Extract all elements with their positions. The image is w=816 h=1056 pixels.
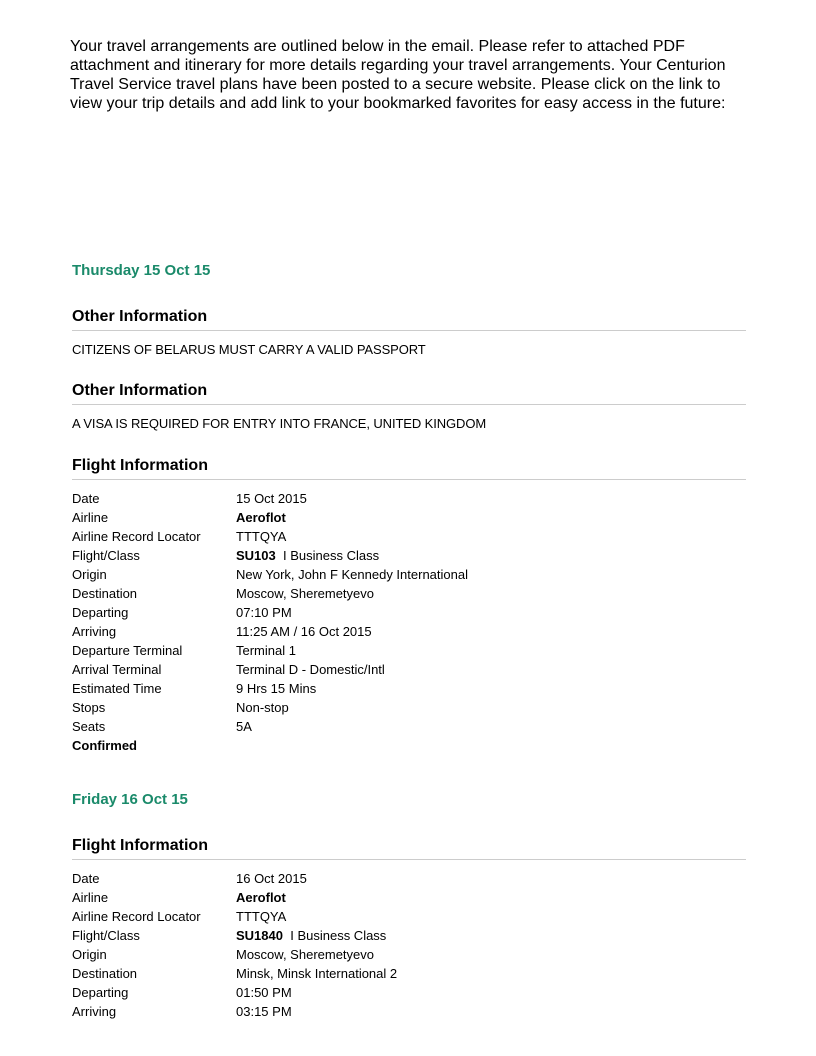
row-flight-class [72,546,746,565]
label-date: Date [72,491,100,506]
intro-paragraph: Your travel arrangements are outlined below in the email. Please refer to attached PDF attachment and itinerary for more details regarding your travel arrangements. Your Centurion Travel Service travel plans have been posted to a secure website. Please click on the link to view your trip details and add link to your bookmarked favorites for easy access in the future: [70,38,726,112]
row-stops [72,698,746,717]
value-stops: Non-stop [236,700,289,715]
value-record-locator: TTTQYA [236,909,287,924]
label-destination: Destination [72,586,138,601]
value-origin: New York, John F Kennedy International [236,567,468,582]
value-departing: 07:10 PM [236,605,292,620]
value-flight-class [236,546,746,565]
value-departure-terminal: Terminal 1 [236,643,296,658]
value-estimated-time: 9 Hrs 15 Mins [236,681,317,696]
airline-name: Aeroflot [236,510,286,525]
row-date [72,869,746,888]
row-arrival-terminal [72,660,746,679]
flight-number: SU103 [236,548,276,563]
label-date: Date [72,871,100,886]
value-date: 16 Oct 2015 [236,871,307,886]
label-record-locator: Airline Record Locator [72,909,201,924]
airline-name: Aeroflot [236,890,286,905]
label-departing: Departing [72,605,129,620]
section-title: Flight Information [72,456,746,480]
row-origin [72,565,746,584]
row-airline [72,888,746,907]
row-destination [72,964,746,983]
label-arriving: Arriving [72,624,117,639]
value-arrival-terminal: Terminal D - Domestic/Intl [236,662,385,677]
value-date: 15 Oct 2015 [236,491,307,506]
flight-details [72,489,746,755]
section-title: Other Information [72,307,746,331]
label-flight-class: Flight/Class [72,548,140,563]
row-departing [72,603,746,622]
label-record-locator: Airline Record Locator [72,529,201,544]
label-seats: Seats [72,719,106,734]
label-arrival-terminal: Arrival Terminal [72,662,162,677]
value-airline [236,888,746,907]
flight-class: I Business Class [282,548,380,563]
row-date [72,489,746,508]
label-origin: Origin [72,567,107,582]
info-text: CITIZENS OF BELARUS MUST CARRY A VALID PASSPORT [72,342,426,357]
row-origin [72,945,746,964]
row-airline [72,508,746,527]
label-departing: Departing [72,985,129,1000]
label-airline: Airline [72,890,109,905]
value-seats: 5A [236,719,252,734]
label-arriving: Arriving [72,1004,117,1019]
row-record-locator [72,527,746,546]
value-arriving: 03:15 PM [236,1004,292,1019]
row-destination [72,584,746,603]
flight-number: SU1840 [236,928,283,943]
flight-details [72,869,746,1021]
value-origin: Moscow, Sheremetyevo [236,947,375,962]
flight-information-su1840 [72,836,746,1021]
value-record-locator: TTTQYA [236,529,287,544]
label-destination: Destination [72,966,138,981]
row-seats [72,717,746,736]
label-departure-terminal: Departure Terminal [72,643,183,658]
status-confirmed: Confirmed [72,738,137,753]
value-flight-class [236,926,746,945]
day-heading-thursday: Thursday 15 Oct 15 [72,262,211,279]
row-flight-class [72,926,746,945]
row-departing [72,983,746,1002]
row-arriving [72,622,746,641]
row-record-locator [72,907,746,926]
other-information-passport [72,307,746,357]
value-airline [236,508,746,527]
flight-class: I Business Class [290,928,387,943]
row-estimated-time [72,679,746,698]
label-stops: Stops [72,700,106,715]
info-text: A VISA IS REQUIRED FOR ENTRY INTO FRANCE, UNITED KINGDOM [72,416,487,431]
row-arriving [72,1002,746,1021]
other-information-visa [72,381,746,431]
section-title: Flight Information [72,836,746,860]
day-heading-friday: Friday 16 Oct 15 [72,791,188,808]
label-estimated-time: Estimated Time [72,681,162,696]
value-arriving: 11:25 AM / 16 Oct 2015 [236,624,372,639]
label-airline: Airline [72,510,109,525]
flight-information-su103 [72,456,746,755]
value-destination: Moscow, Sheremetyevo [236,586,375,601]
section-title: Other Information [72,381,746,405]
value-destination: Minsk, Minsk International 2 [236,966,398,981]
label-flight-class: Flight/Class [72,928,140,943]
label-origin: Origin [72,947,107,962]
row-departure-terminal [72,641,746,660]
value-departing: 01:50 PM [236,985,292,1000]
